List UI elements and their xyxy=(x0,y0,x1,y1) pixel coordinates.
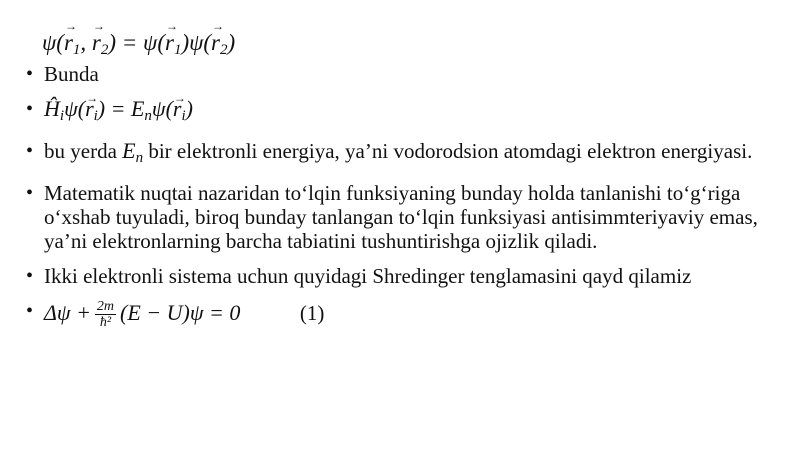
bullet-schrodinger-equation xyxy=(26,299,766,330)
bullet-mathematical-view xyxy=(26,181,766,253)
bullet-list xyxy=(26,62,766,341)
bullet-text: Ikki elektronli sistema uchun quyidagi Shredinger tenglamasini qayd qilamiz xyxy=(44,264,692,288)
bullet-text: Bunda xyxy=(44,62,99,86)
bullet-energy-description: • bu yerda $E_n$ bir elektronli energiya, ya’ni vodorodsion atomdagi elektron energiyasi. xyxy=(26,139,766,170)
equation-schrodinger: Δψ + $\frac{2m}{\text{ħ²}}$ (E − U)ψ = 0 xyxy=(44,299,241,330)
bullet-text: Matematik nuqtai nazaridan to‘lqin funksiyaning bunday holda tanlanishi to‘g‘riga o‘xshab tuyuladi, biroq bunday tanlangan to‘lqin funksiyasi antisimmteriyaviy emas, ya’ni elektronlarning barcha tabiatini tushuntirishga ojizlik qiladi. xyxy=(44,181,758,253)
equation-hamiltonian: $Ĥ_i\psi(r \to_i) = E_n\psi(r \to_i)$ xyxy=(44,96,193,121)
equation-number: (1) xyxy=(299,300,325,325)
bullet-bunda xyxy=(26,62,766,86)
bullet-hamiltonian-equation xyxy=(26,97,766,128)
fraction: $\frac{2m}{\text{ħ²}}$ xyxy=(96,299,115,330)
equation-wavefunction-product: $\psi(r \to_1$, $r \to_2) = \psi(r \to_1)\psi(r \to_2)$ xyxy=(42,30,235,59)
bullet-two-electron-system xyxy=(26,264,766,288)
